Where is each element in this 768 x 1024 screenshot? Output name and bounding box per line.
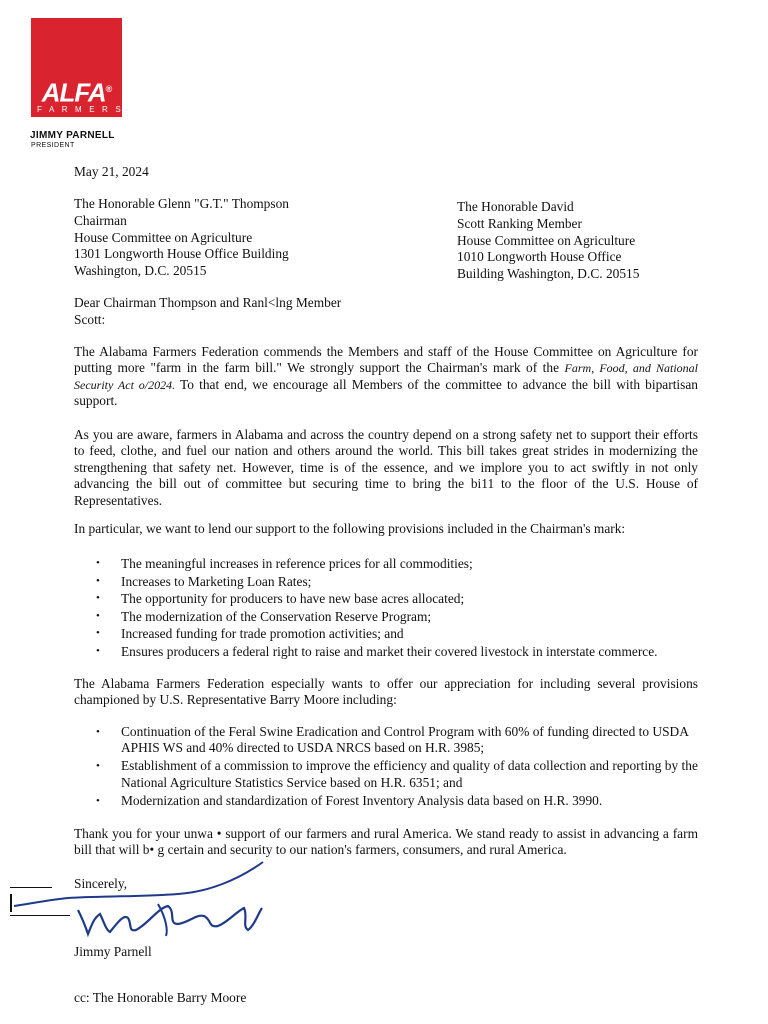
address-line: House Committee on Agriculture	[74, 229, 253, 245]
list-item: • Increased funding for trade promotion activities; and	[96, 625, 698, 643]
list-item: • Establishment of a commission to improve the efficiency and quality of data collection and reporting by the National Agriculture Statistics Service based on H.R. 6351; and	[96, 758, 698, 791]
address-line: House Committee on Agriculture	[457, 232, 636, 248]
signer-name: Jimmy Parnell	[74, 944, 152, 959]
salutation: Dear Chairman Thompson and Ranl<lng Member Scott:	[74, 295, 342, 327]
address-line: Scott Ranking Member	[457, 215, 582, 231]
paragraph-intro: The Alabama Farmers Federation commends the Members and staff of the House Committee on Agriculture for putting more "farm in the farm bill." We strongly support the Chairman's mark of the Farm, Food, and National Security Act o/2024. To that end, we encourage all Members of the committee to advance the bill with bipartisan support.	[74, 344, 698, 409]
recipient-address-left	[74, 196, 374, 280]
list-item: • Continuation of the Feral Swine Eradication and Control Program with 60% of funding directed to USDA APHIS WS and 40% directed to USDA NRCS based on H.R. 3985;	[96, 724, 698, 757]
president-name: JIMMY PARNELL	[30, 130, 115, 141]
paragraph-moore: The Alabama Farmers Federation especially wants to offer our appreciation for including several provisions championed by U.S. Representative Barry Moore including:	[74, 676, 698, 708]
list-item: • The opportunity for producers to have new base acres allocated;	[96, 590, 698, 608]
scan-mark	[10, 894, 12, 912]
address-line: 1010 Longworth House Office	[457, 249, 622, 265]
list-item: • Ensures producers a federal right to raise and market their covered livestock in interstate commerce.	[96, 643, 698, 661]
address-line: Chairman	[74, 212, 127, 228]
address-line: The Honorable David	[457, 199, 574, 214]
list-item: • The modernization of the Conservation Reserve Program;	[96, 608, 698, 626]
address-line: Washington, D.C. 20515	[74, 263, 207, 279]
address-line: 1301 Longworth House Office Building	[74, 246, 289, 262]
scan-mark	[10, 887, 52, 888]
recipient-address-right	[457, 199, 697, 283]
paragraph-thanks: Thank you for your unwa • support of our farmers and rural America. We stand ready to assist in advancing a farm bill that will b• g certain and security to our nation's farmers, consumers, and rural America.	[74, 826, 698, 858]
alfa-logo	[31, 18, 129, 117]
closing: Sincerely,	[74, 876, 128, 891]
cc-line: cc: The Honorable Barry Moore	[74, 990, 247, 1005]
list-item: • Modernization and standardization of Forest Inventory Analysis data based on H.R. 3990.	[96, 793, 698, 809]
address-line: The Honorable Glenn "G.T." Thompson	[74, 196, 289, 211]
address-line: Building Washington, D.C. 20515	[457, 266, 640, 282]
letter-date: May 21, 2024	[74, 164, 149, 179]
logo-wordmark: ALFA®	[41, 77, 112, 108]
paragraph-provisions-intro: In particular, we want to lend our support to the following provisions included in the Chairman's mark:	[74, 521, 626, 536]
scan-mark	[10, 915, 70, 916]
list-item: • Increases to Marketing Loan Rates;	[96, 573, 698, 591]
president-title: PRESIDENT	[31, 142, 75, 149]
list-item: • The meaningful increases in reference prices for all commodities;	[96, 555, 698, 573]
paragraph-safety-net: As you are aware, farmers in Alabama and across the country depend on a strong safety net to support their efforts to feed, clothe, and fuel our nation and others around the world. This bill takes great strides in modernizing the strengthening that safety net. However, time is of the essence, and we implore you to act swiftly in not only advancing the bill out of committee but securing time to bring the bi11 to the floor of the U.S. House of Representatives.	[74, 427, 698, 508]
logo-subtext: FARMERS	[37, 105, 129, 114]
provisions-list	[96, 555, 698, 661]
signature-image	[8, 852, 278, 942]
act-title: Farm, Food, and National Security Act o/2024.	[74, 361, 698, 392]
moore-provisions-list	[96, 724, 698, 811]
